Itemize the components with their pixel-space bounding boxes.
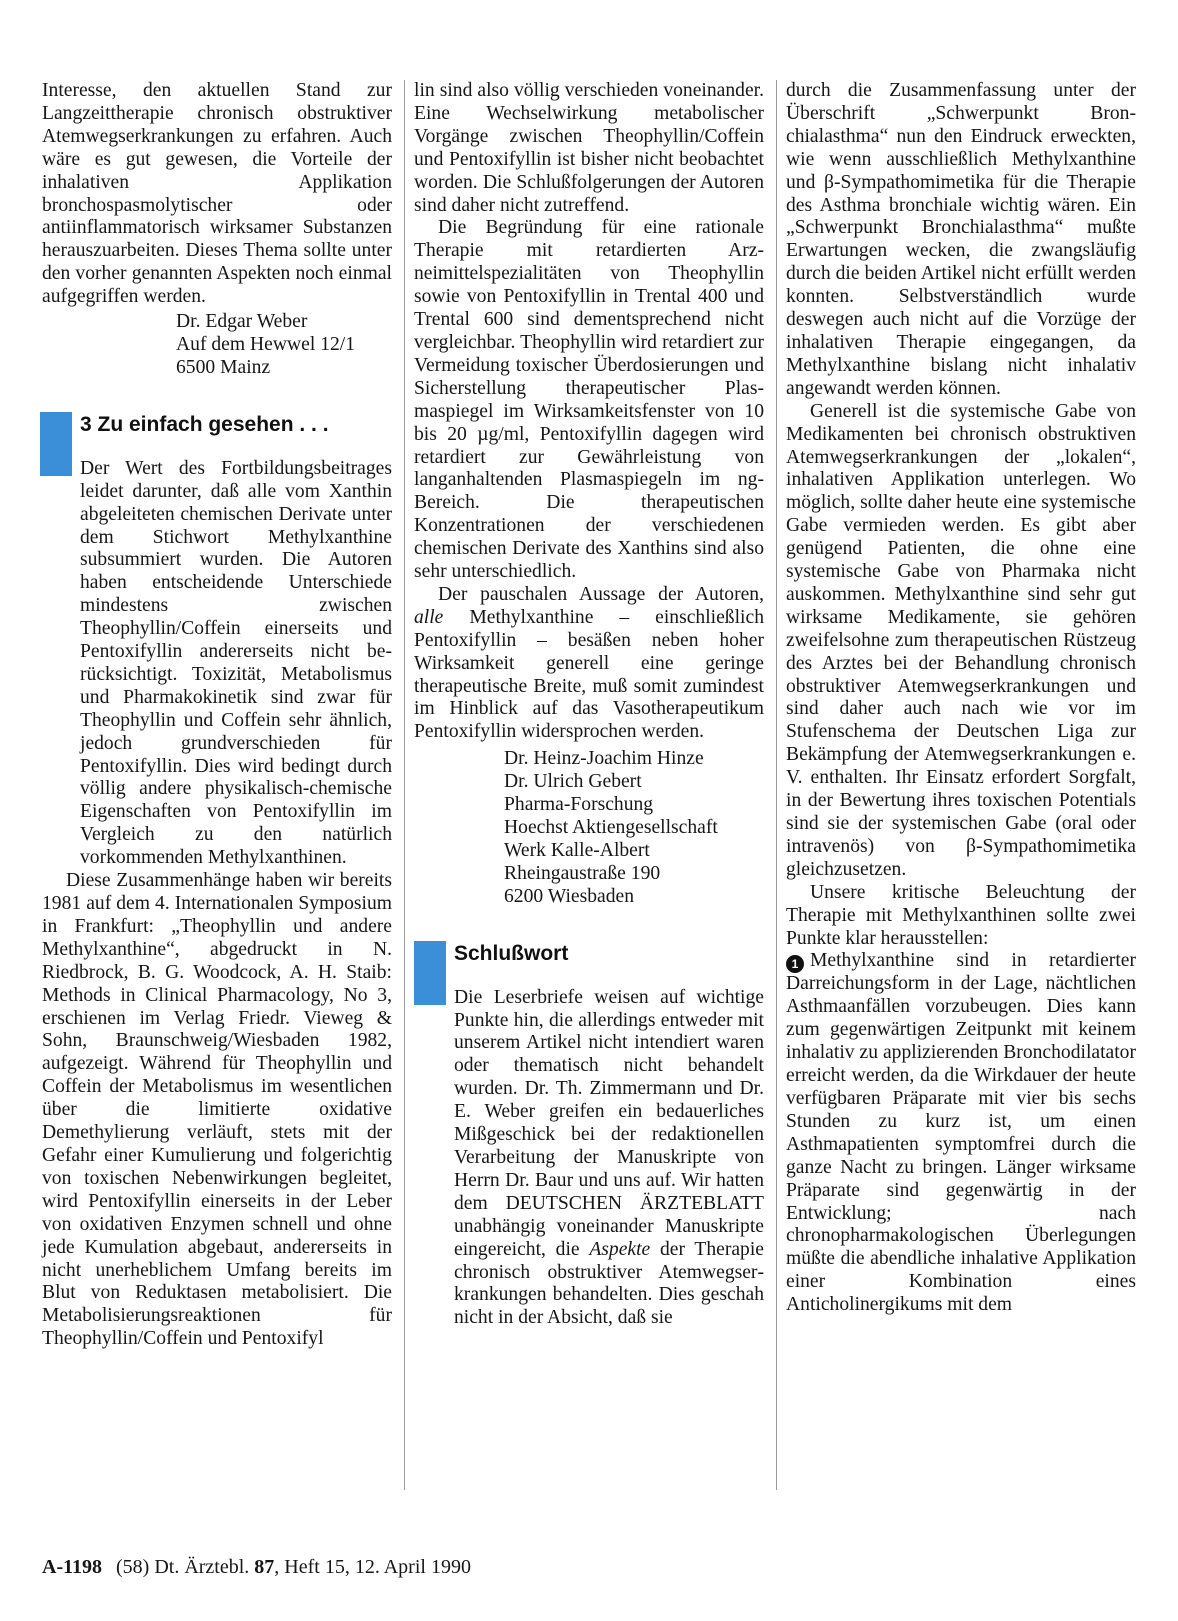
paragraph (454, 987, 764, 1331)
signature-line: Dr. Heinz-Joachim Hinze (504, 748, 704, 770)
signature-line: Pharma-Forschung (504, 794, 654, 816)
paragraph: Die Begründung für eine rationale Therapie mit retardierten Arzneimittelspezialitäten von Theophyllin sowie von Pentoxifyllin in Trental 400 und Trental 600 sind dementsprechend nicht vergleichbar. Theophyllin wird retardiert zur Vermeidung toxischer Überdosierungen und Sicherstellung therapeutischer Plasmaspiegel im Wirksamkeitsfenster von 10 bis 20 µg/ml, Pentoxifyllin dagegen wird retardiert zur Gewährleistung von langanhaltenden Plasmaspiegeln im ng-Bereich. Die therapeutischen Konzentrationen der verschiedenen chemischen Derivate des Xanthins sind also sehr unterschiedlich. (414, 217, 764, 583)
text-run: Methylxanthine sind in retardierter Darreichungsform in der Lage, nächtlichen Asthmaanfällen vorzubeugen. Dies kann zum gegenwärtigen Zeitpunkt mit keinem inhalativ zu applizierenden Bronchodilatator erreicht werden, da die Wirkdauer der heute verfügbaren Präparate mit vier bis sechs Stunden zu kurz ist, um einen Asthmapatienten symptomfrei durch die ganze Nacht zu bringen. Länger wirksame Präparate sind gegenwärtig in der Entwicklung; nach chronopharmakologischen Überlegungen müßte die abendliche inhalative Applikation einer Kombination eines Anticholinergikums mit dem (786, 950, 1136, 1316)
signature-line: 6200 Wiesbaden (504, 885, 634, 907)
signature-line: Dr. Edgar Weber (176, 311, 308, 333)
citation-volume: 87 (254, 1556, 275, 1578)
paragraph: durch die Zusammenfassung unter der Überschrift „Schwerpunkt Bronchialasthma“ nun den Eindruck erweckten, wie wenn ausschließlich Methylxanthine und β-Sympathomimetika für die Therapie des Asthma bronchiale wichtig wären. Ein „Schwerpunkt Bronchialasthma“ mußte Erwartungen wecken, die zwangsläufig durch die beiden Artikel nicht erfüllt werden konnten. Selbstverständlich wurde deswegen auch nicht auf die Vorzüge der inhalativen Therapie eingegangen, da Methylxanthine bislang nicht inhalativ angewandt werden können. (786, 80, 1136, 399)
page-number: A-1198 (42, 1556, 102, 1578)
section-heading: 3 Zu einfach gesehen . . . (80, 412, 329, 436)
emphasis: alle (414, 606, 444, 628)
signature-weber (42, 311, 392, 380)
page-footer (42, 1556, 471, 1579)
text-run: der Therapie chronisch obstruktiver Atemwegserkrankungen behandelten. Dies geschah nicht in der Absicht, daß sie (454, 1238, 764, 1329)
signature-line: 6500 Mainz (176, 356, 271, 378)
paragraph: Unsere kritische Beleuchtung der Therapie mit Methylxanthinen sollte zwei Punkte klar herausstellen: (786, 881, 1136, 949)
paragraph: Interesse, den aktuellen Stand zur Langzeittherapie chronisch obstruktiver Atemwegserkrankungen zu erfahren. Auch wäre es gut gewesen, die Vorteile der inhalativen Applikation bronchospasmolytischer oder antiinflammatorisch wirksamer Substanzen herauszuarbeiten. Dieses Thema sollte unter den vorher genannten Aspekten noch einmal aufgegriffen werden. (42, 80, 392, 308)
section-accent-bar (414, 941, 446, 1005)
paragraph (414, 584, 764, 744)
citation-prefix: (58) Dt. Ärztebl. (116, 1556, 255, 1578)
text-run: Der pauschalen Aussage der Autoren, (438, 583, 764, 605)
emphasis: Aspekte (589, 1238, 651, 1260)
signature-line: Auf dem Hewwel 12/1 (176, 333, 356, 355)
paragraph: Diese Zusammenhänge haben wir bereits 1981 auf dem 4. Internationalen Symposium in Frankfurt: „Theophyllin und andere Methylxanthine“, abgedruckt in N. Riedbrock, B. G. Woodcock, A. H. Staib: Methods in Clinical Pharmacology, No 3, erschienen im Verlag Friedr. Vieweg & Sohn, Braunschweig/Wiesbaden 1982, aufgezeigt. Während für Theophyllin und Coffein der Metabolismus im wesentlichen über die limitierte oxidative Demethylierung verläuft, stets mit der Gefahr einer Kumulierung und folgerichtig von toxischen Nebenwirkungen begleitet, wird Pentoxifyllin einerseits in der Leber von oxidativen Enzymen schnell und ohne jede Kumulation abgebaut, andererseits in nicht unerheblichem Umfang bereits im Blut von Reduktasen metabolisiert. Die Metabolisierungsreaktionen für Theophyllin/Coffein und Pentoxifyl (42, 870, 392, 1350)
section-schlusswort (414, 939, 764, 1331)
column-2 (414, 80, 764, 1330)
text-run: Die Leserbriefe weisen auf wichtige Punkte hin, die allerdings entweder mit unserem Artikel nicht intendiert waren oder thematisch nicht behandelt wurden. Dr. Th. Zimmermann und Dr. E. Weber greifen ein bedauerliches Mißgeschick bei der redaktionellen Verarbeitung der Manuskripte von Herrn Dr. Baur und uns auf. Wir hatten dem DEUTSCHEN ÄRZTEBLATT unabhängig voneinander Manuskripte eingereicht, die (454, 986, 764, 1260)
column-divider (404, 80, 405, 1490)
paragraph: Generell ist die systemische Gabe von Medikamenten bei chronisch obstruktiven Atemwegserkrankungen der „lokalen“, inhalativen Applikation unterlegen. Wo möglich, sollte daher heute eine systemische Gabe vermieden werden. Es gibt aber genügend Patienten, die ohne eine systemische Gabe von Pharmaka nicht auskommen. Methylxanthine sind sehr gut wirksame Medikamente, sie gehören zweifelsohne zum therapeutischen Rüstzeug des Arztes bei der Behandlung chronisch obstruktiver Atemwegserkrankungen und sind daher auch nach wie vor im Stufenschema der Deutschen Liga zur Bekämpfung der Atemwegserkrankungen e. V. enthalten. Ihr Einsatz erfordert Sorgfalt, in der Bewertung ihres toxischen Potentials sind sie der systemischen Gabe (oral oder intravenös) von β-Sympathomimetika gleichzusetzen. (786, 400, 1136, 880)
numbered-bullet-icon: 1 (786, 955, 804, 973)
section-zu-einfach (40, 410, 392, 870)
signature-line: Hoechst Aktiengesellschaft (504, 817, 718, 838)
paragraph: Der Wert des Fortbildungsbeitrages leidet darunter, daß alle vom Xanthin abgeleiteten chemischen Derivate unter dem Stichwort Methylxanthine subsummiert wurden. Die Autoren haben entscheidende Unterschiede mindestens zwischen Theophyllin/Coffein einerseits und Pentoxifyllin andererseits nicht berücksichtigt. Toxizität, Metabolismus und Pharmakokinetik sind zwar für Theophyllin und Coffein sehr ähnlich, jedoch grundverschieden für Pentoxifyllin. Dies wird bedingt durch völlig andere physikalisch-chemische Eigenschaften von Pentoxifyllin im Vergleich zu den natürlich vorkommenden Methylxanthinen. (80, 457, 392, 869)
text-run: Methylxanthine – einschließlich Pentoxifyllin – besäßen neben hoher Wirksamkeit generell eine geringe therapeutische Breite, muß somit zumindest im Hinblick auf das Vasotherapeutikum Pentoxifyllin widersprochen werden. (414, 606, 764, 743)
signature-line: Rheingaustraße 190 (504, 862, 661, 884)
signature-line: Dr. Ulrich Gebert (504, 771, 642, 793)
section-heading: Schlußwort (454, 941, 569, 965)
paragraph (786, 950, 1136, 1317)
paragraph: lin sind also völlig verschieden voneinander. Eine Wechselwirkung metabolischer Vorgänge zwischen Theophyllin/Coffein und Pentoxifyllin ist bisher nicht beobachtet worden. Die Schlußfolgerungen der Autoren sind daher nicht zutreffend. (414, 80, 764, 216)
column-divider (776, 80, 777, 1490)
signature-hinze-gebert (414, 748, 764, 908)
column-1 (42, 80, 392, 1351)
citation-suffix: , Heft 15, 12. April 1990 (274, 1556, 471, 1578)
signature-line: Werk Kalle-Albert (504, 839, 650, 861)
section-accent-bar (40, 412, 72, 476)
column-3 (786, 80, 1136, 1317)
